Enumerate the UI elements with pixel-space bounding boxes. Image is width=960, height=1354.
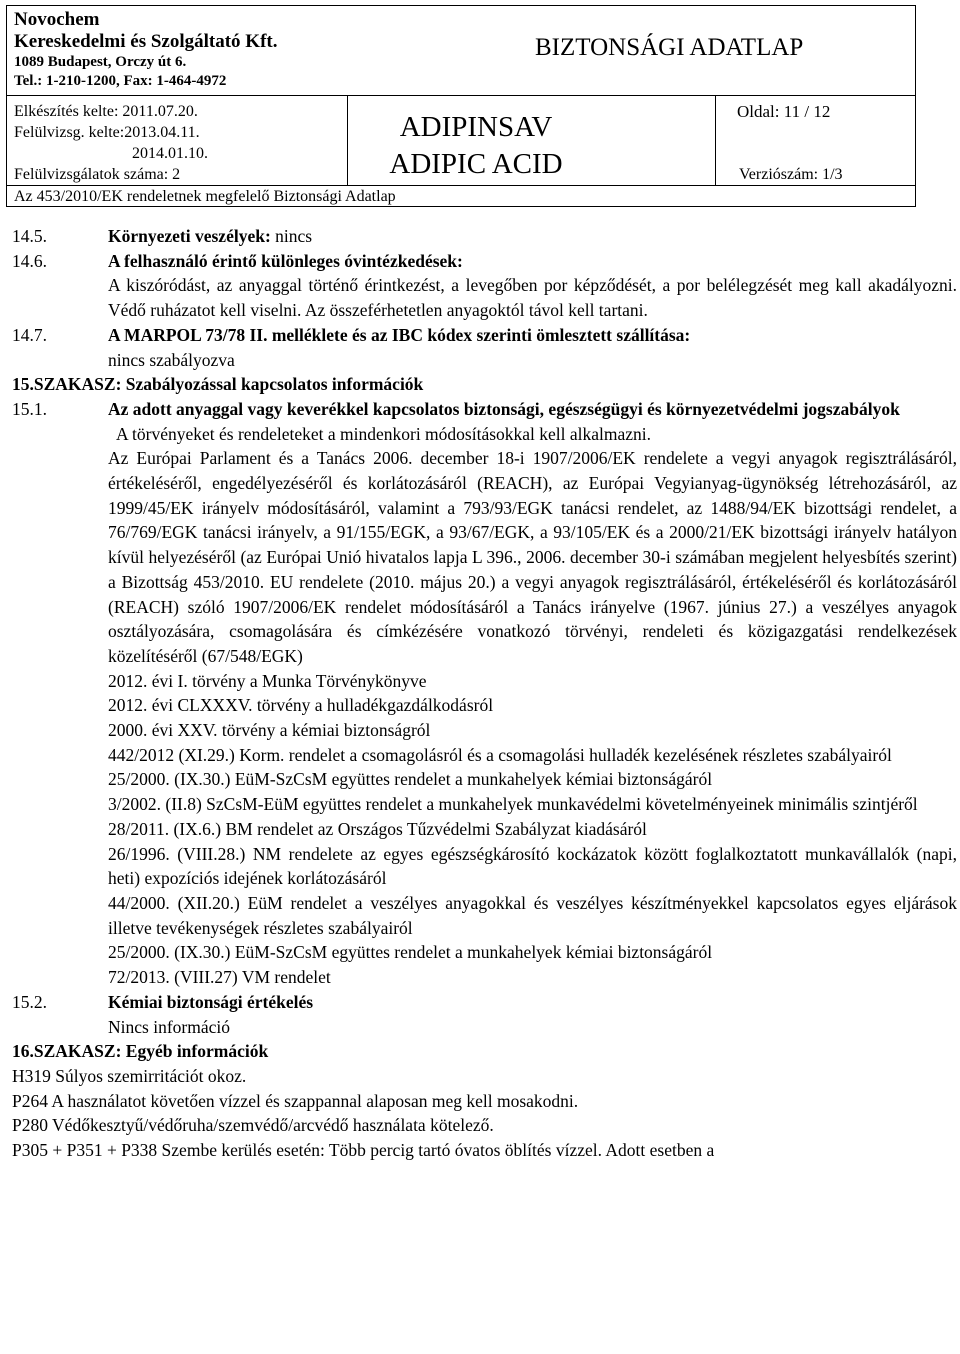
section-value: nincs szabályozva [108, 349, 235, 370]
header-divider-vertical [347, 95, 348, 186]
section-title: A MARPOL 73/78 II. melléklete és az IBC kódex szerinti ömlesztett szállítása: [108, 324, 691, 345]
product-block [359, 109, 593, 183]
company-full-name: Kereskedelmi és Szolgáltató Kft. [14, 31, 278, 52]
list-item: 25/2000. (IX.30.) EüM-SzCsM együttes rendelet a munkahelyek kémiai biztonságáról [108, 942, 713, 963]
section-title: A felhasználó érintő különleges óvintézkedések: [108, 250, 463, 271]
section-title: Kémiai biztonsági értékelés [108, 991, 314, 1012]
section-number: 15.2. [12, 991, 47, 1012]
created-date: Elkészítés kelte: 2011.07.20. [14, 103, 198, 120]
section-14-6 [12, 249, 957, 274]
section-title: Környezeti veszélyek: [108, 226, 271, 246]
page-number: Oldal: 11 / 12 [737, 102, 831, 121]
list-item: 26/1996. (VIII.28.) NM rendelete az egyes egészségkárosító kockázatok között foglalkoztatott munkavállalók (napi, heti) expozíciós idejének korlátozásáról [108, 843, 957, 889]
revision-count: Felülvizsgálatok száma: 2 [14, 166, 181, 183]
product-name-en: ADIPIC ACID [389, 148, 563, 180]
section-value: nincs [270, 226, 313, 246]
section-15-2 [12, 990, 957, 1015]
section-intro: A törvényeket és rendeleteket a mindenkori módosításokkal kell alkalmazni. [116, 423, 652, 444]
header-divider [7, 185, 915, 186]
header-divider [7, 95, 915, 96]
document-body [12, 224, 957, 1163]
list-item: 2012. évi I. törvény a Munka Törvénykönyve [108, 670, 427, 691]
section-number: 15.1. [12, 398, 47, 419]
section-15-heading: 15.SZAKASZ: Szabályozással kapcsolatos információk [12, 374, 424, 395]
company-address: 1089 Budapest, Orczy út 6. [14, 54, 187, 70]
hazard-statement: H319 Súlyos szemirritációt okoz. [12, 1065, 247, 1086]
company-name: Novochem [14, 9, 100, 30]
list-item: 3/2002. (II.8) SzCsM-EüM együttes rendelet a munkahelyek munkavédelmi követelményeinek minimális szintjéről [108, 794, 918, 815]
regulation-line: Az 453/2010/EK rendeletnek megfelelő Biztonsági Adatlap [14, 188, 396, 205]
section-15-1 [12, 397, 957, 422]
section-14-5 [12, 224, 957, 249]
version-number: Verziószám: 1/3 [739, 166, 843, 183]
date-block [14, 101, 208, 185]
precaution-statement: P280 Védőkesztyű/védőruha/szemvédő/arcvédő használata kötelező. [12, 1115, 494, 1136]
document-header [6, 5, 916, 207]
precaution-statement: P264 A használatot követően vízzel és szappannal alaposan meg kell mosakodni. [12, 1090, 579, 1111]
section-16-heading: 16.SZAKASZ: Egyéb információk [12, 1041, 269, 1062]
revised-date: Felülvizsg. kelte:2013.04.11. [14, 124, 200, 141]
list-item: 72/2013. (VIII.27) VM rendelet [108, 967, 331, 988]
section-14-7 [12, 323, 957, 348]
revised-date-2: 2014.01.10. [132, 145, 208, 162]
list-item: 28/2011. (IX.6.) BM rendelet az Országos Tűzvédelmi Szabályzat kiadásáról [108, 818, 647, 839]
header-divider-vertical [715, 95, 716, 186]
list-item: 44/2000. (XII.20.) EüM rendelet a veszélyes anyagokkal és veszélyes készítményekkel kapcsolatos egyes eljárások illetve tevékenységek részletes szabályairól [108, 892, 957, 938]
product-name: ADIPINSAV [399, 111, 553, 143]
list-item: 2000. évi XXV. törvény a kémiai biztonságról [108, 720, 431, 741]
section-number: 14.5. [12, 226, 47, 246]
section-value: Nincs információ [108, 1016, 230, 1037]
list-item: 25/2000. (IX.30.) EüM-SzCsM együttes rendelet a munkahelyek kémiai biztonságáról [108, 769, 713, 790]
section-title: Az adott anyaggal vagy keverékkel kapcsolatos biztonsági, egészségügyi és környezetvédelmi jogszabályok [108, 398, 900, 419]
precaution-statement: P305 + P351 + P338 Szembe kerülés esetén: Több percig tartó óvatos öblítés vízzel. Adott esetben a [12, 1140, 715, 1161]
section-text: A kiszóródást, az anyaggal történő érintkezést, a levegőben por képződését, a por belélegzését meg kall akadályozni. Védő ruházatot kell viselni. Az összeférhetetlen anyagoktól távol kell tartani. [108, 275, 957, 321]
section-text: Az Európai Parlament és a Tanács 2006. december 18-i 1907/2006/EK rendelete a vegyi anyagok regisztrálásáról, értékeléséről, engedélyezéséről és korlátozásáról (REACH), az Európai Vegyianyag-ügynökség létrehozásáról, az 1999/45/EK irányelv módosításáról, valamint a 793/93/EGK tanácsi rendelet, az 1488/94/EK bizottsági rendelet, a 76/769/EGK tanácsi irányelv, a 91/155/EGK, a 93/67/EGK, a 93/105/EK és a 2000/21/EK bizottsági irányelv hatályon kívül helyezéséről (az Európai Unió hivatalos lapja L 396., 2006. december 30-i számában megjelent helyesbítés szerint) a Bizottság 453/2010. EU rendelete (2010. május 20.) a vegyi anyagok regisztrálásáról, értékeléséről és korlátozásáról (REACH) szóló 1907/2006/EK rendelet módosításáról a Tanács irányelve (1967. június 27.) a veszélyes anyagok osztályozására, csomagolására és címkézésére vonatkozó törvényi, rendeleti és közigazgatási rendelkezések közelítéséről (67/548/EGK) [108, 448, 957, 666]
section-number: 14.6. [12, 250, 47, 271]
section-number: 14.7. [12, 324, 47, 345]
company-block [14, 9, 278, 91]
law-list [12, 669, 957, 990]
list-item: 442/2012 (XI.29.) Korm. rendelet a csomagolásról és a csomagolási hulladék kezelésének részletes szabályairól [108, 744, 892, 765]
document-title: BIZTONSÁGI ADATLAP [535, 34, 804, 61]
company-contact: Tel.: 1-210-1200, Fax: 1-464-4972 [14, 73, 227, 89]
list-item: 2012. évi CLXXXV. törvény a hulladékgazdálkodásról [108, 695, 494, 716]
